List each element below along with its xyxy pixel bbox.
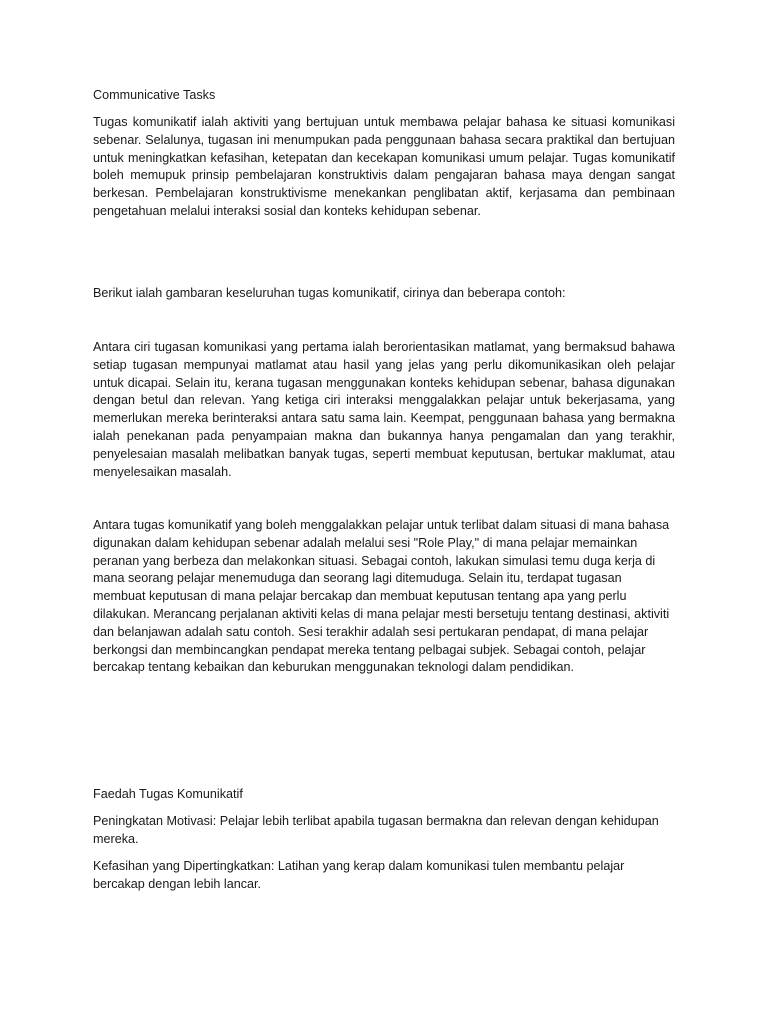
benefit-fluency: Kefasihan yang Dipertingkatkan: Latihan yang kerap dalam komunikasi tulen membantu pelajar bercakap dengan lebih lancar. bbox=[93, 859, 625, 891]
examples-paragraph: Antara tugas komunikatif yang boleh menggalakkan pelajar untuk terlibat dalam situasi di mana bahasa digunakan dalam kehidupan sebenar adalah melalui sesi "Role Play," di mana pelajar memainkan peranan yang berbeza dan melakonkan situasi. Sebagai contoh, lakukan simulasi temu duga kerja di mana seorang pelajar menemuduga dan seorang lagi ditemuduga. Selain itu, terdapat tugasan membuat keputusan di mana pelajar bercakap dan membuat keputusan tentang apa yang perlu dilakukan. Merancang perjalanan aktiviti kelas di mana pelajar mesti bersetuju tentang destinasi, aktiviti dan belanjawan adalah satu contoh. Sesi terakhir adalah sesi pertukaran pendapat, di mana pelajar berkongsi dan membincangkan pendapat mereka tentang pelbagai subjek. Sebagai contoh, pelajar bercakap tentang kebaikan dan keburukan menggunakan teknologi dalam pendidikan. bbox=[93, 518, 670, 675]
intro-paragraph: Tugas komunikatif ialah aktiviti yang bertujuan untuk membawa pelajar bahasa ke situasi komunikasi sebenar. Selalunya, tugasan ini menumpukan pada penggunaan bahasa secara praktikal dan bertujuan untuk meningkatkan kefasihan, ketepatan dan kecekapan komunikasi umum pelajar. Tugas komunikatif boleh memupuk prinsip pembelajaran konstruktivis dalam pengajaran bahasa maya dengan sangat berkesan. Pembelajaran konstruktivisme menekankan penglibatan aktif, kerjasama dan pembinaan pengetahuan melalui interaksi sosial dan konteks kehidupan sebenar. bbox=[93, 115, 675, 218]
benefits-heading: Faedah Tugas Komunikatif bbox=[93, 787, 243, 801]
document-heading: Communicative Tasks bbox=[93, 88, 216, 102]
characteristics-paragraph: Antara ciri tugasan komunikasi yang pertama ialah berorientasikan matlamat, yang bermaksud bahawa setiap tugasan mempunyai matlamat atau hasil yang jelas yang perlu dikomunikasikan oleh pelajar untuk dicapai. Selain itu, kerana tugasan menggunakan konteks kehidupan sebenar, bahasa digunakan dengan betul dan relevan. Yang ketiga ciri interaksi menggalakkan pelajar untuk bekerjasama, yang memerlukan mereka berinteraksi antara satu sama lain. Keempat, penggunaan bahasa yang bermakna ialah penekanan pada penyampaian makna dan bukannya hanya pengamalan dan yang terakhir, penyelesaian masalah melibatkan banyak tugas, seperti membuat keputusan, bertukar maklumat, atau menyelesaikan masalah. bbox=[93, 340, 675, 479]
benefit-motivation: Peningkatan Motivasi: Pelajar lebih terlibat apabila tugasan bermakna dan relevan dengan kehidupan mereka. bbox=[93, 814, 659, 846]
overview-line: Berikut ialah gambaran keseluruhan tugas komunikatif, cirinya dan beberapa contoh: bbox=[93, 286, 566, 300]
